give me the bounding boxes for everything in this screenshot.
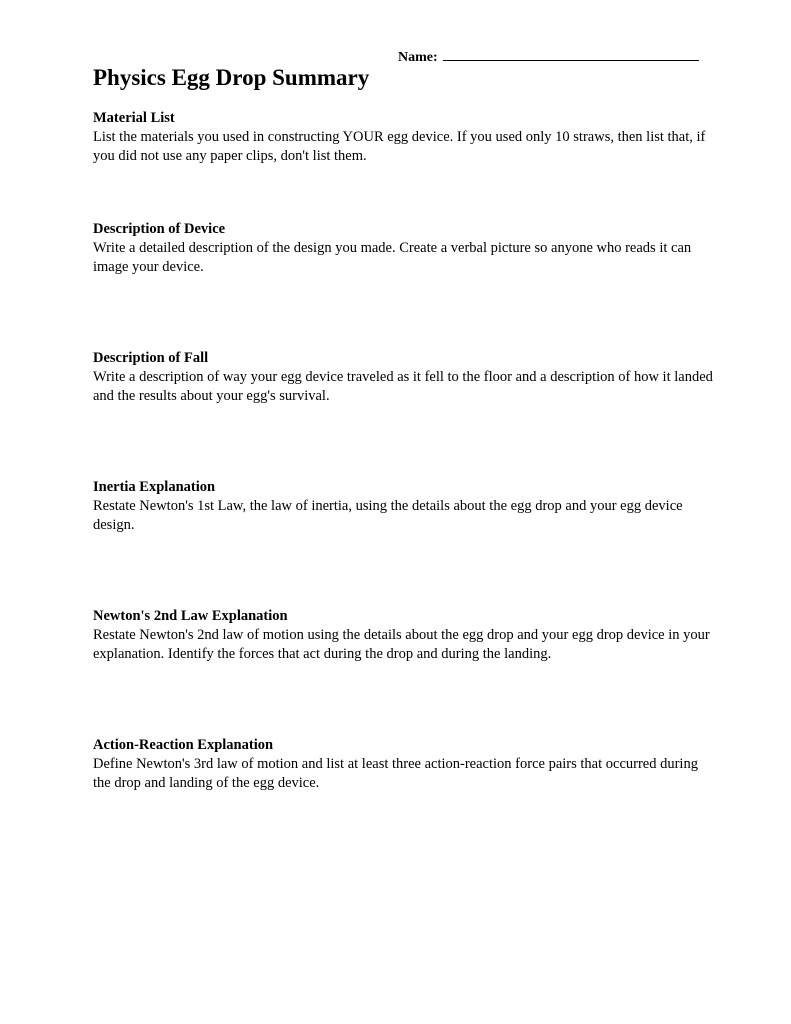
section-inertia-explanation (93, 478, 713, 535)
section-heading: Material List (93, 110, 175, 126)
section-description-of-fall (93, 349, 713, 406)
section-action-reaction (93, 736, 713, 793)
section-heading: Newton's 2nd Law Explanation (93, 608, 288, 624)
section-heading: Inertia Explanation (93, 479, 216, 495)
section-heading: Description of Device (93, 221, 226, 237)
section-body: Define Newton's 3rd law of motion and list at least three action-reaction force pairs that occurred during the drop and landing of the egg device. (93, 756, 698, 791)
section-description-of-device (93, 220, 713, 277)
page-title: Physics Egg Drop Summary (93, 65, 370, 90)
section-heading: Action-Reaction Explanation (93, 737, 274, 753)
section-material-list (93, 109, 713, 166)
section-newtons-2nd-law (93, 607, 713, 664)
section-body: List the materials you used in constructing YOUR egg device. If you used only 10 straws, then list that, if you did not use any paper clips, don't list them. (93, 129, 706, 164)
name-blank-line[interactable] (443, 47, 699, 61)
section-body: Write a description of way your egg device traveled as it fell to the floor and a description of how it landed and the results about your egg's survival. (93, 369, 713, 404)
name-label: Name: (398, 50, 438, 65)
section-body: Restate Newton's 2nd law of motion using the details about the egg drop and your egg drop device in your explanation. Identify the forces that act during the drop and during the landing. (93, 627, 710, 662)
section-body: Restate Newton's 1st Law, the law of inertia, using the details about the egg drop and your egg device design. (93, 498, 683, 533)
section-body: Write a detailed description of the design you made. Create a verbal picture so anyone who reads it can image your device. (93, 240, 692, 275)
name-field (398, 47, 699, 66)
section-heading: Description of Fall (93, 350, 209, 366)
